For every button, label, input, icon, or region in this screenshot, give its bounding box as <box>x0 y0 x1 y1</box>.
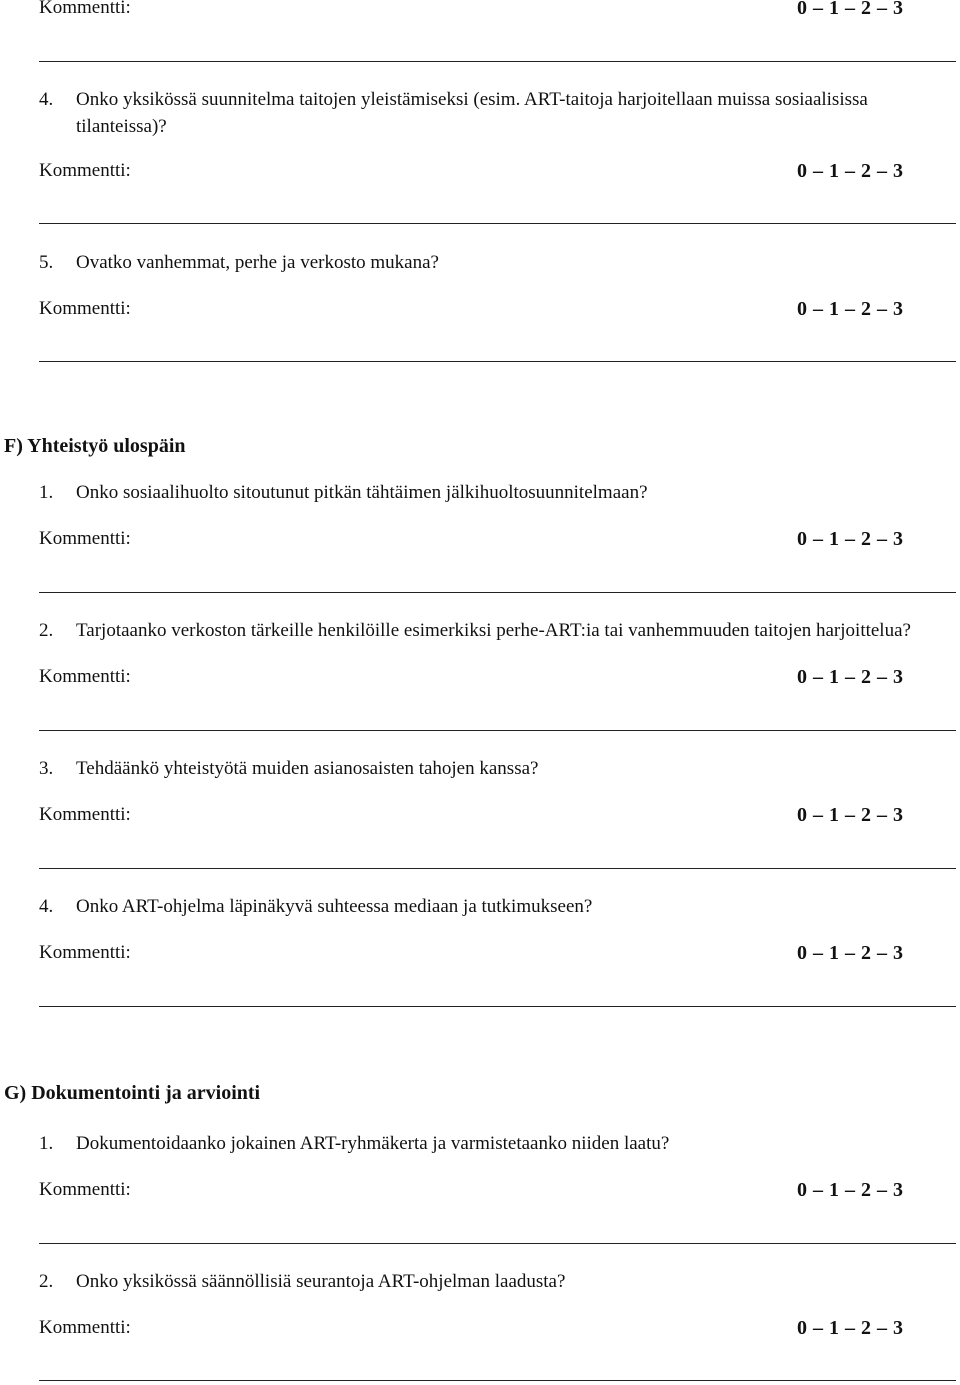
rating-scale[interactable]: 0 – 1 – 2 – 3 <box>797 1179 904 1201</box>
rating-scale[interactable]: 0 – 1 – 2 – 3 <box>797 1317 904 1339</box>
question-text: Onko sosiaalihuolto sitoutunut pitkän tähtäimen jälkihuoltosuunnitelmaan? <box>76 482 648 503</box>
rating-scale[interactable]: 0 – 1 – 2 – 3 <box>797 298 904 320</box>
rating-scale[interactable]: 0 – 1 – 2 – 3 <box>797 160 904 182</box>
comment-line[interactable] <box>39 61 956 62</box>
comment-label: Kommentti: <box>39 528 131 549</box>
question-number: 2. <box>39 620 54 641</box>
question-text: Dokumentoidaanko jokainen ART-ryhmäkerta ja varmistetaanko niiden laatu? <box>76 1133 670 1154</box>
question-text: Tehdäänkö yhteistyötä muiden asianosaisten tahojen kanssa? <box>76 758 539 779</box>
question-text: Onko yksikössä säännöllisiä seurantoja ART-ohjelman laadusta? <box>76 1271 566 1292</box>
question-number: 1. <box>39 482 54 503</box>
question-number: 3. <box>39 758 54 779</box>
comment-label: Kommentti: <box>39 1317 131 1338</box>
question-text: Onko yksikössä suunnitelma taitojen yleistämiseksi (esim. ART-taitoja harjoitellaan muissa sosiaalisissa <box>76 89 868 110</box>
question-text: Tarjotaanko verkoston tärkeille henkilöille esimerkiksi perhe-ART:ia tai vanhemmuuden taitojen harjoittelua? <box>76 620 911 641</box>
question-number: 1. <box>39 1133 54 1154</box>
rating-scale[interactable]: 0 – 1 – 2 – 3 <box>797 804 904 826</box>
comment-label: Kommentti: <box>39 804 131 825</box>
question-number: 4. <box>39 896 54 917</box>
comment-line[interactable] <box>39 223 956 224</box>
comment-label: Kommentti: <box>39 666 131 687</box>
comment-line[interactable] <box>39 868 956 869</box>
rating-scale[interactable]: 0 – 1 – 2 – 3 <box>797 528 904 550</box>
comment-label: Kommentti: <box>39 0 131 18</box>
comment-label: Kommentti: <box>39 298 131 319</box>
rating-scale[interactable]: 0 – 1 – 2 – 3 <box>797 0 904 19</box>
question-text: Onko ART-ohjelma läpinäkyvä suhteessa mediaan ja tutkimukseen? <box>76 896 593 917</box>
question-text: Ovatko vanhemmat, perhe ja verkosto mukana? <box>76 252 439 273</box>
question-number: 4. <box>39 89 54 110</box>
comment-line[interactable] <box>39 592 956 593</box>
comment-label: Kommentti: <box>39 1179 131 1200</box>
comment-line[interactable] <box>39 361 956 362</box>
section-heading: G) Dokumentointi ja arviointi <box>4 1082 261 1104</box>
section-heading: F) Yhteistyö ulospäin <box>4 435 186 457</box>
comment-line[interactable] <box>39 1006 956 1007</box>
comment-label: Kommentti: <box>39 160 131 181</box>
comment-line[interactable] <box>39 1243 956 1244</box>
comment-line[interactable] <box>39 1380 956 1381</box>
question-number: 2. <box>39 1271 54 1292</box>
comment-line[interactable] <box>39 730 956 731</box>
question-text-cont: tilanteissa)? <box>76 116 167 137</box>
rating-scale[interactable]: 0 – 1 – 2 – 3 <box>797 666 904 688</box>
comment-label: Kommentti: <box>39 942 131 963</box>
question-number: 5. <box>39 252 54 273</box>
rating-scale[interactable]: 0 – 1 – 2 – 3 <box>797 942 904 964</box>
